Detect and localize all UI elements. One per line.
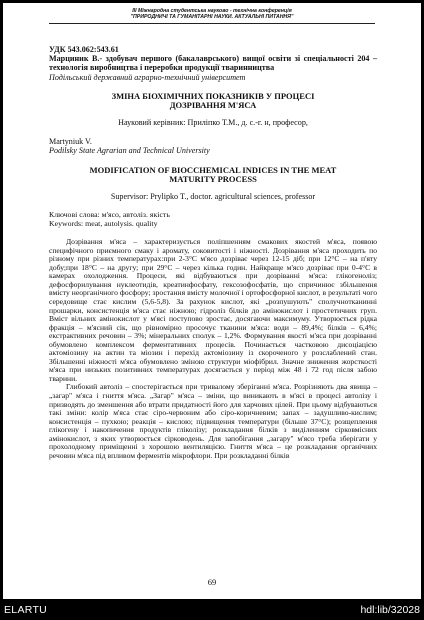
udc-code: УДК 543.062:543.61 — [49, 45, 119, 54]
university-ua: Подільський державний аграрно-технічний університет — [49, 72, 246, 82]
conference-header-line1: III Міжнародна студентська науково - технічна конференція — [132, 8, 292, 14]
handle-id: hdl:lib/32028 — [360, 604, 420, 616]
title-ua: ЗМІНА БІОХІМІЧНИХ ПОКАЗНИКІВ У ПРОЦЕСІ ДОЗРІВАННЯ М'ЯСА — [111, 90, 315, 111]
repository-footer — [0, 600, 424, 620]
keywords-en: Keywords: meat, autolysis. quality — [49, 218, 158, 228]
author-ua: Марциник В.- здобувач першого (бакалаврського) вищої освіти зі спеціальності 204 – технологія виробництва і переробки продукції тваринництва — [49, 54, 377, 73]
conference-header — [3, 8, 421, 21]
supervisor-ua: Науковий керівник: Приліпко Т.М., д. с.-г. н, професор, — [118, 118, 308, 127]
title-en: MODIFICATION OF BIOCCHEMICAL INDICES IN THE MEAT MATURITY PROCESS — [89, 164, 337, 185]
document-page — [3, 3, 421, 599]
body-paragraph-2: Глибокий автоліз – спостерігається при тривалому зберіганні м'яса. Розрізняють два явища – „загар" м'яса і гниття м'яса. „Загар" м'яса – зміни, що виникають в м'ясі в процесі автолізу і призводять до зменшення або втрати придатності його для харчових цілей. При цьому відбуваються такі зміни: колір м'яса стає сіро-червоним або сіро-коричневим; запах – задушливо-кислим; консистенція – пухкою; реакція – кислою; підвищення температури (більше 37°С); розщеплення глікогену і накопичення продуктів гліколізу; розкладання білків з виділенням сірковмісних амінокислот, з яких утворюється сірководень. Для запобігання „загару" м'ясо треба зберігати у прохолодному приміщенні з хорошою вентиляцією. Гниття м'яса – це розкладання органічних речовин м'яса під впливом ферментів мікрофлори. При розкладанні білків — [49, 382, 377, 460]
header-divider — [49, 23, 375, 24]
page-number: 69 — [207, 577, 217, 587]
body-paragraph-1: Дозрівання м'яса – характеризується поліпшенням смакових якостей м'яса, появою специфічного приємного смаку і аромату, соковитості і ніжності. Дозрівання м'яса проходить по різному при різних температурах:при 2-3°С м'ясо дозріває через 12-15 діб; при 12°С – на п'яту добу;при 18°С – на другу; при 29°С – через кілька годин. Найкраще м'ясо дозріває при 0-4°С в камерах охолодження. Процеси, які відбуваються при дозріванні м'яса: глікогеноліз; дефосфорилування нуклеотидів, креатинфосфату, гексозофосфатів, що спричинює збільшення вмісту неорганічного фосфору; зростання вмісту молочної і ортофосфорної кислот, в результаті чого середовище стає кислим (5,6-5,8). За рахунок кислот, які „розпушують" сполучнотканинні прошарки, консистенція м'яса стає ніжною; гідроліз білків до амінокислот і простетичних груп. Вміст вільних амінокислот у м'ясі поступово зростає, досягаючи максимуму. Утворюється рідка фракція – м'ясний сік, що рівномірно просочує тканини м'яса: води – 89,4%; білків – 6,4%; екстрактивних речовин – 3%; мінеральних сполук – 1,2%. Формування якості м'яса при дозріванні обумовлено комплексом ферментативних процесів. Починається частковою дисоціацією актоміозину на актин та міозин і перехід актоміозину із скороченого у розслаблений стан. Збільшенні ніжності м'яса обумовлено зміною структури міофібрил. Значне зниження жорсткості м'яса при низьких позитивних температурах досягається у період між 48 і 72 год після забою тварини. — [49, 237, 377, 383]
supervisor-en: Supervisor: Prylipko T., doctor. agricultural sciences, professor — [110, 191, 316, 201]
repository-name: ELARTU — [4, 604, 48, 616]
conference-header-line2: "ПРИРОДНИЧІ ТА ГУМАНІТАРНІ НАУКИ. АКТУАЛЬНІ ПИТАННЯ" — [130, 14, 294, 21]
author-en: Martyniuk V. — [49, 137, 92, 147]
university-en: Podilsky State Agrarian and Technical University — [49, 146, 210, 156]
keywords-ua: Ключові слова: м'ясо, автоліз. якість — [49, 210, 170, 219]
article-content — [49, 45, 377, 460]
